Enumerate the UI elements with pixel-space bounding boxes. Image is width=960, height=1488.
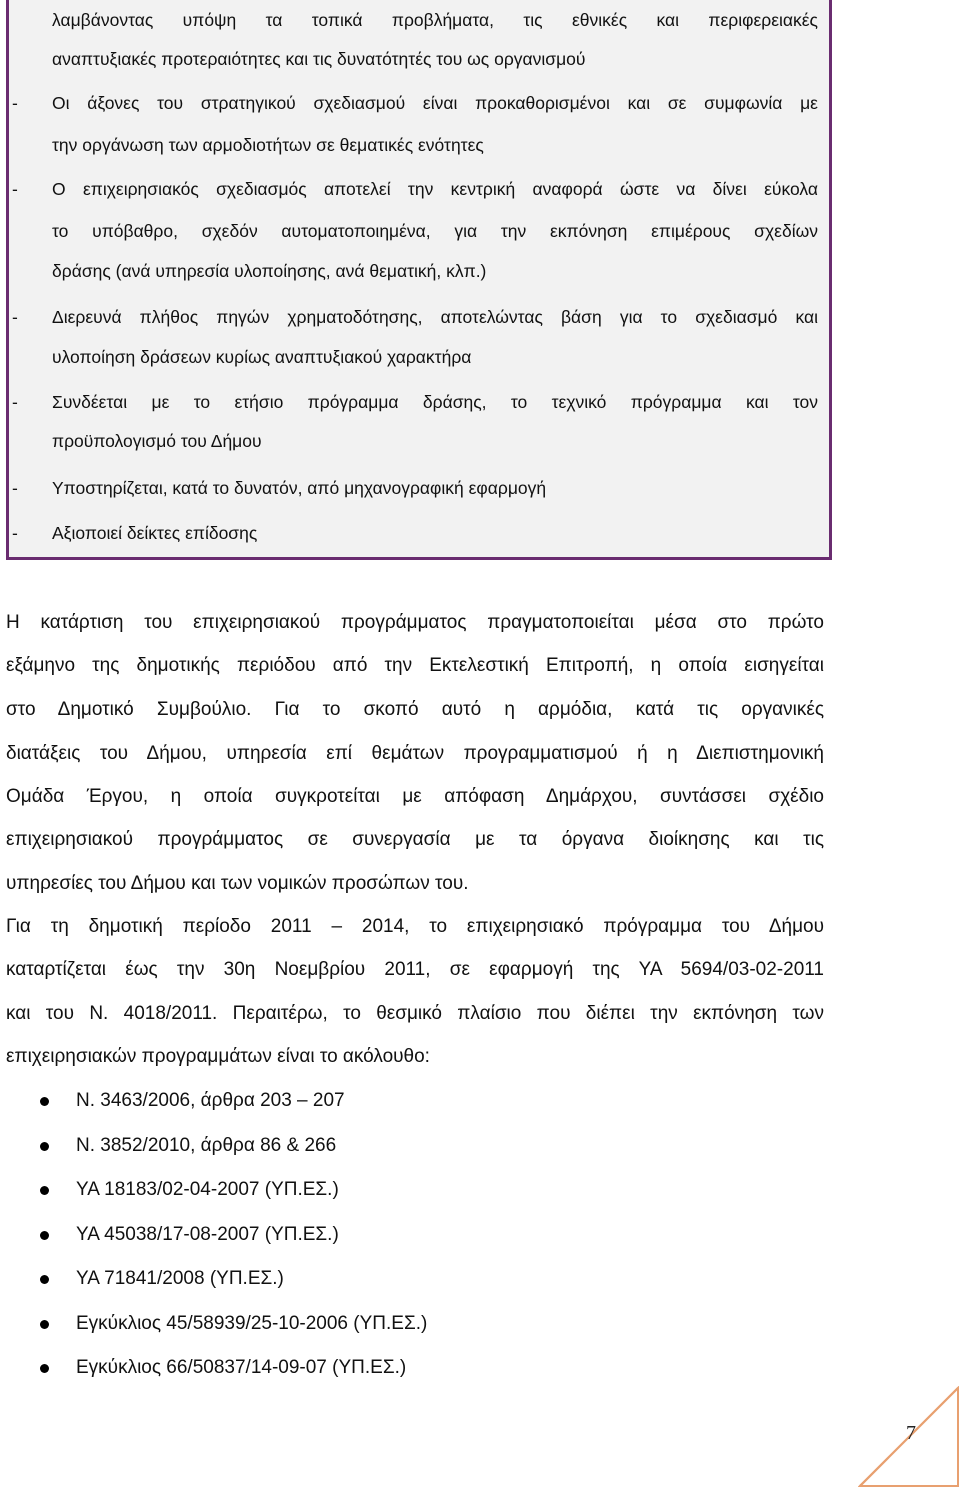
- paragraph-line: και του Ν. 4018/2011. Περαιτέρω, το θεσμικό πλαίσιο που διέπει την εκπόνηση των: [6, 1003, 824, 1024]
- paragraph-line: στο Δημοτικό Συμβούλιο. Για το σκοπό αυτό η αρμόδια, κατά τις οργανικές: [6, 699, 824, 720]
- list-item-line: δράσης (ανά υπηρεσία υλοποίησης, ανά θεματική, κλπ.): [52, 261, 487, 281]
- box-intro-line: αναπτυξιακές προτεραιότητες και τις δυνατότητές του ως οργανισμού: [52, 49, 586, 69]
- bullet-icon: [40, 1320, 49, 1329]
- legal-framework-item: ΥΑ 71841/2008 (ΥΠ.ΕΣ.): [76, 1268, 284, 1289]
- legal-framework-item: ΥΑ 45038/17-08-2007 (ΥΠ.ΕΣ.): [76, 1224, 339, 1245]
- list-item-line: προϋπολογισμό του Δήμου: [52, 431, 262, 451]
- legal-framework-item: Ν. 3463/2006, άρθρα 203 – 207: [76, 1090, 345, 1111]
- legal-framework-item: Εγκύκλιος 66/50837/14-09-07 (ΥΠ.ΕΣ.): [76, 1357, 407, 1378]
- list-dash: -: [12, 523, 18, 543]
- bullet-icon: [40, 1097, 49, 1106]
- list-item-line: Υποστηρίζεται, κατά το δυνατόν, από μηχανογραφική εφαρμογή: [52, 478, 547, 498]
- paragraph-line: καταρτίζεται έως την 30η Νοεμβρίου 2011, σε εφαρμογή της ΥΑ 5694/03-02-2011: [6, 959, 824, 980]
- bullet-icon: [40, 1231, 49, 1240]
- bullet-icon: [40, 1275, 49, 1284]
- list-item-line: Ο επιχειρησιακός σχεδιασμός αποτελεί την κεντρική αναφορά ώστε να δίνει εύκολα: [52, 179, 818, 199]
- list-dash: -: [12, 93, 18, 113]
- legal-framework-item: Εγκύκλιος 45/58939/25-10-2006 (ΥΠ.ΕΣ.): [76, 1313, 428, 1334]
- list-dash: -: [12, 478, 18, 498]
- paragraph-line: εξάμηνο της δημοτικής περιόδου από την Εκτελεστική Επιτροπή, η οποία εισηγείται: [6, 655, 824, 676]
- legal-framework-item: Ν. 3852/2010, άρθρα 86 & 266: [76, 1135, 337, 1156]
- list-item-line: Οι άξονες του στρατηγικού σχεδιασμού είναι προκαθορισμένοι και σε συμφωνία με: [52, 93, 818, 113]
- list-item-line: Αξιοποιεί δείκτες επίδοσης: [52, 523, 258, 543]
- legal-framework-item: ΥΑ 18183/02-04-2007 (ΥΠ.ΕΣ.): [76, 1179, 339, 1200]
- bullet-icon: [40, 1186, 49, 1195]
- list-item-line: την οργάνωση των αρμοδιοτήτων σε θεματικές ενότητες: [52, 135, 484, 155]
- list-item-line: Συνδέεται με το ετήσιο πρόγραμμα δράσης, το τεχνικό πρόγραμμα και τον: [52, 392, 818, 412]
- paragraph-line: Ομάδα Έργου, η οποία συγκροτείται με απόφαση Δημάρχου, συντάσσει σχέδιο: [6, 786, 824, 807]
- list-dash: -: [12, 179, 18, 199]
- paragraph-line: Η κατάρτιση του επιχειρησιακού προγράμματος πραγματοποιείται μέσα στο πρώτο: [6, 612, 824, 633]
- list-dash: -: [12, 392, 18, 412]
- paragraph-line: υπηρεσίες του Δήμου και των νομικών προσώπων του.: [6, 873, 469, 894]
- list-dash: -: [12, 307, 18, 327]
- bullet-icon: [40, 1142, 49, 1151]
- paragraph-line: διατάξεις του Δήμου, υπηρεσία επί θεμάτων προγραμματισμού ή η Διεπιστημονική: [6, 743, 824, 764]
- list-item-line: Διερευνά πλήθος πηγών χρηματοδότησης, αποτελώντας βάση για το σχεδιασμό και: [52, 307, 818, 327]
- bullet-icon: [40, 1364, 49, 1373]
- box-intro-line: λαμβάνοντας υπόψη τα τοπικά προβλήματα, τις εθνικές και περιφερειακές: [52, 10, 818, 30]
- paragraph-line: επιχειρησιακού προγράμματος σε συνεργασία με τα όργανα διοίκησης και τις: [6, 829, 824, 850]
- paragraph-line: Για τη δημοτική περίοδο 2011 – 2014, το επιχειρησιακό πρόγραμμα του Δήμου: [6, 916, 824, 937]
- paragraph-line: επιχειρησιακών προγραμμάτων είναι το ακόλουθο:: [6, 1046, 430, 1067]
- page-number: 7: [906, 1422, 916, 1444]
- list-item-line: υλοποίηση δράσεων κυρίως αναπτυξιακού χαρακτήρα: [52, 347, 472, 367]
- list-item-line: το υπόβαθρο, σχεδόν αυτοματοποιημένα, για την εκπόνηση επιμέρους σχεδίων: [52, 221, 818, 241]
